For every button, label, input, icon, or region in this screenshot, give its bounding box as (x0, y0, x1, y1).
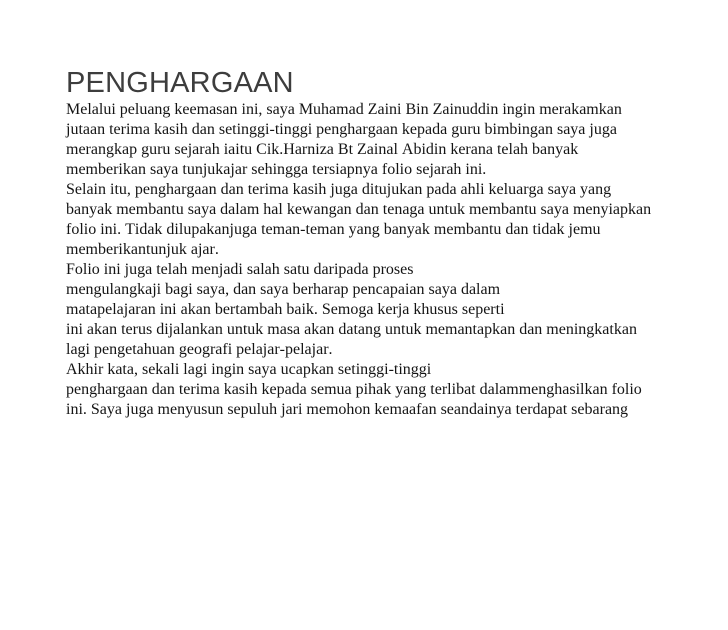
paragraph-acknowledgement-family: Selain itu, penghargaan dan terima kasih juga ditujukan pada ahli keluarga saya yang banyak membantu saya dalam hal kewangan dan tenaga untuk membantu saya menyiapkan folio ini. Tidak dilupakanjuga teman-teman yang banyak membantu dan tidak jemu memberikantunjuk ajar. (66, 181, 652, 258)
paragraph-acknowledgement-teacher: Melalui peluang keemasan ini, saya Muhamad Zaini Bin Zainuddin ingin merakamkan jutaan terima kasih dan setinggi-tinggi penghargaan kepada guru bimbingan saya juga merangkap guru sejarah iaitu Cik.Harniza Bt Zainal Abidin kerana telah banyak memberikan saya tunjukajar sehingga tersiapnya folio sejarah ini. (66, 101, 622, 178)
paragraph-folio-process-line3: matapelajaran ini akan bertambah baik. Semoga kerja khusus seperti (66, 301, 505, 318)
document-body (66, 66, 655, 420)
paragraph-folio-process-line2: mengulangkaji bagi saya, dan saya berharap pencapaian saya dalam (66, 281, 501, 298)
page-title: PENGHARGAAN (66, 67, 294, 99)
paragraph-future-hope: ini akan terus dijalankan untuk masa akan datang untuk memantapkan dan meningkatkan lagi pengetahuan geografi pelajar-pelajar. (66, 321, 637, 358)
paragraph-closing-line1: Akhir kata, sekali lagi ingin saya ucapkan setinggi-tinggi (66, 361, 432, 378)
paragraph-folio-process-line1: Folio ini juga telah menjadi salah satu daripada proses (66, 261, 414, 278)
paragraph-closing-line2: penghargaan dan terima kasih kepada semua pihak yang terlibat dalammenghasilkan folio ini. Saya juga menyusun sepuluh jari memohon kemaafan seandainya terdapat sebarang (66, 381, 642, 418)
